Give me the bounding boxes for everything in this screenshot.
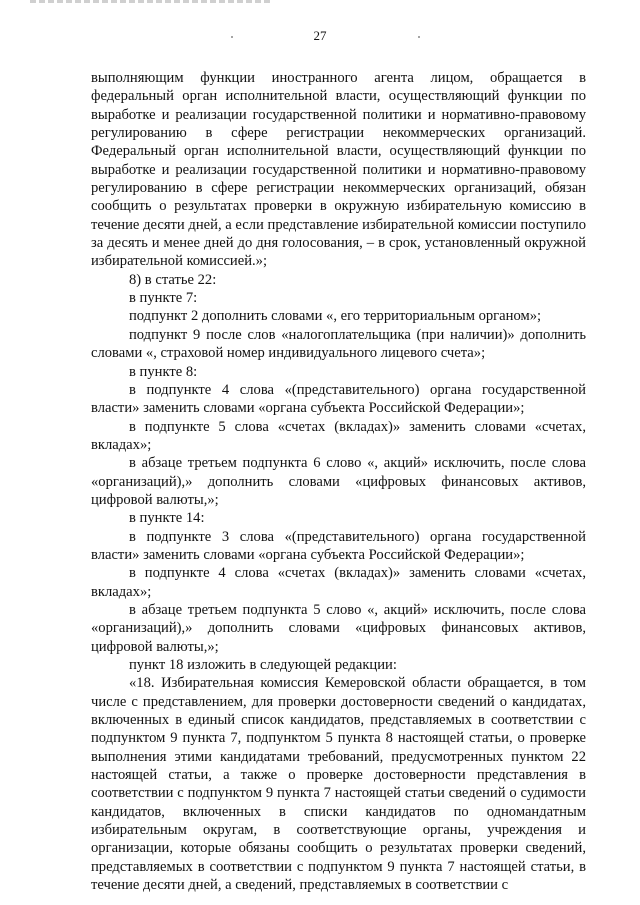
paragraph: в подпункте 5 слова «счетах (вкладах)» заменить словами «счетах, вкладах»; xyxy=(91,418,586,453)
paragraph: пункт 18 изложить в следующей редакции: xyxy=(129,657,397,673)
paragraph: в абзаце третьем подпункта 6 слово «, акций» исключить, после слова «организаций),» дополнить словами «цифровых финансовых активов, цифровой валюты,»; xyxy=(91,455,586,508)
scan-speck xyxy=(418,36,420,38)
paragraph: выполняющим функции иностранного агента лицом, обращается в федеральный орган исполнительной власти, осуществляющий функции по выработке и реализации государственной политики и нормативно-правовому регулированию в сфере регистрации некоммерческих организаций. Федеральный орган исполнительной власти, осуществляющий функции по выработке и реализации государственной политики и нормативно-правовому регулированию в сфере регистрации некоммерческих организаций, обязан сообщить о результатах проверки в окружную избирательную комиссию в течение десяти дней, а если представление избирательной комиссии поступило за десять и менее дней до дня голосования, – в срок, установленный окружной избирательной комиссией.»; xyxy=(91,70,586,270)
document-body xyxy=(91,69,586,894)
paragraph: в пункте 14: xyxy=(129,510,205,527)
paragraph: в абзаце третьем подпункта 5 слово «, акций» исключить, после слова «организаций),» дополнить словами «цифровых финансовых активов, цифровой валюты,»; xyxy=(91,601,586,655)
paragraph: подпункт 9 после слов «налогоплательщика (при наличии)» дополнить словами «, страховой номер индивидуального лицевого счета»; xyxy=(91,326,586,362)
paragraph: «18. Избирательная комиссия Кемеровской области обращается, в том числе с представлением, для проверки достоверности сведений о кандидатах, включенных в единый список кандидатов, представляемых в соответствии с подпунктом 9 пункта 7, подпунктом 5 пункта 8 настоящей статьи, о проверке выполнения этими кандидатами требований, предусмотренных пунктом 22 настоящей статьи, а также о проверке достоверности представления в соответствии с подпунктом 9 пункта 7 настоящей статьи сведений о судимости кандидатов, включенных в списки кандидатов по одномандатным избирательным округам, в соответствующие органы, учреждения и организации, которые обязаны сообщить о результатах проверки сведений, представляемых в соответствии с подпунктом 9 пункта 7 настоящей статьи, в течение десяти дней, а сведений, представляемых в соответствии с xyxy=(91,675,586,894)
paragraph: в подпункте 4 слова «(представительного) органа государственной власти» заменить словами «органа субъекта Российской Федерации»; xyxy=(91,381,586,417)
paragraph: 8) в статье 22: xyxy=(129,271,217,288)
scan-speck xyxy=(231,36,233,38)
scan-edge-mark xyxy=(30,0,270,3)
paragraph: подпункт 2 дополнить словами «, его территориальным органом»; xyxy=(129,308,542,325)
paragraph: в подпункте 4 слова «счетах (вкладах)» заменить словами «счетах, вкладах»; xyxy=(91,565,586,600)
paragraph: в пункте 8: xyxy=(129,363,198,380)
paragraph: в подпункте 3 слова «(представительного) органа государственной власти» заменить словами «органа субъекта Российской Федерации»; xyxy=(91,528,586,563)
page-number: 27 xyxy=(313,28,327,43)
paragraph: в пункте 7: xyxy=(129,290,198,307)
